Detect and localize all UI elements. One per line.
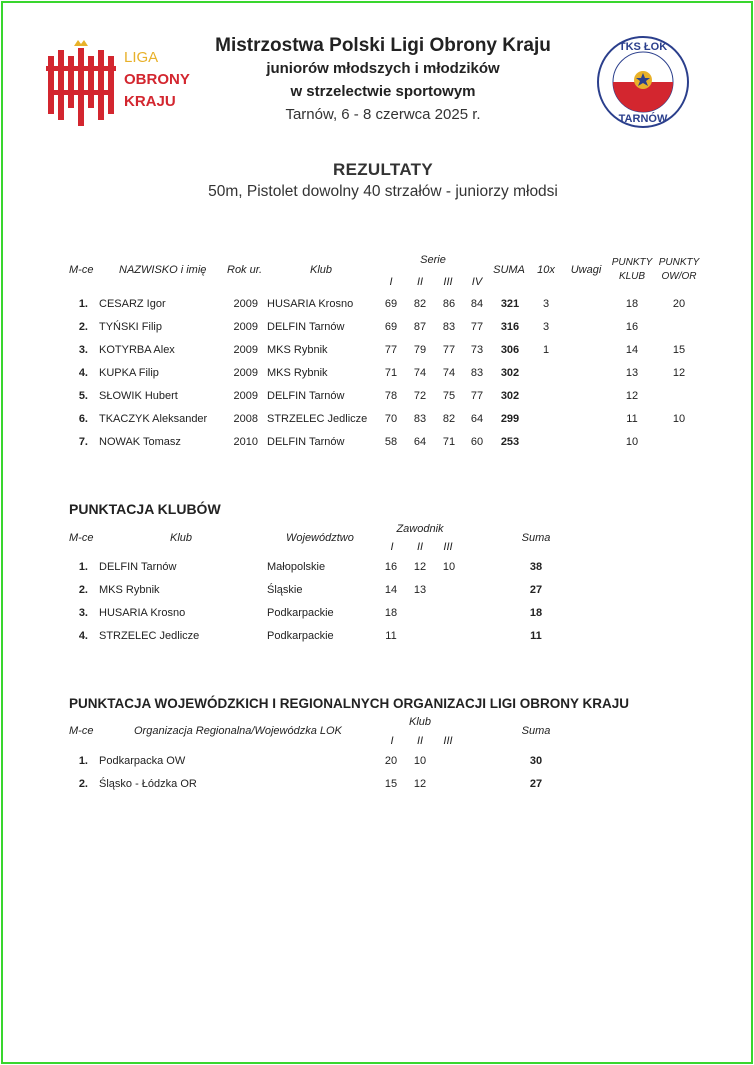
athlete-name: SŁOWIK Hubert xyxy=(99,390,178,402)
orgs-header-suma: Suma xyxy=(521,725,551,737)
athlete-2-points: 12 xyxy=(413,561,427,573)
serie-2: 87 xyxy=(413,321,427,333)
club-name: MKS Rybnik xyxy=(99,584,160,596)
logo-tks-lok-text: TKS ŁOK xyxy=(618,41,668,53)
club-name: DELFIN Tarnów xyxy=(267,321,345,333)
clubs-header-zawodnik: Zawodnik xyxy=(396,523,444,535)
club-1-points: 20 xyxy=(384,755,398,767)
header-name: NAZWISKO i imię xyxy=(119,264,207,276)
liga-obrony-kraju-logo xyxy=(44,38,194,128)
header-serie-1: I xyxy=(389,276,393,288)
header-year: Rok ur. xyxy=(227,264,263,276)
serie-2: 64 xyxy=(413,436,427,448)
serie-3: 74 xyxy=(442,367,456,379)
rank: 1. xyxy=(78,561,88,573)
header-uwagi: Uwagi xyxy=(570,264,602,276)
total-score: 321 xyxy=(500,298,520,310)
serie-4: 77 xyxy=(470,390,484,402)
header-punkty-klub-2: KLUB xyxy=(618,271,646,282)
club-name: HUSARIA Krosno xyxy=(99,607,186,619)
athlete-3-points: 10 xyxy=(442,561,456,573)
orgs-header-k1: I xyxy=(390,735,394,747)
serie-1: 70 xyxy=(384,413,398,425)
header-10x: 10x xyxy=(537,264,555,276)
org-name: Podkarpacka OW xyxy=(99,755,186,767)
serie-1: 71 xyxy=(384,367,398,379)
serie-4: 84 xyxy=(470,298,484,310)
athlete-1-points: 18 xyxy=(384,607,398,619)
logo-tarnow-text: TARNÓW xyxy=(618,113,668,125)
club-points: 13 xyxy=(625,367,639,379)
orgs-header-org: Organizacja Regionalna/Wojewódzka LOK xyxy=(134,725,342,737)
serie-3: 71 xyxy=(442,436,456,448)
orgs-header-klub: Klub xyxy=(408,716,432,728)
serie-4: 77 xyxy=(470,321,484,333)
championship-subtitle-1: juniorów młodszych i młodzików xyxy=(266,60,500,77)
club-points: 12 xyxy=(625,390,639,402)
athlete-1-points: 11 xyxy=(385,630,397,642)
birth-year: 2010 xyxy=(233,436,258,448)
serie-3: 86 xyxy=(442,298,456,310)
orgs-header-mce: M-ce xyxy=(69,725,94,737)
club-name: STRZELEC Jedlicze xyxy=(267,413,368,425)
athlete-name: TYŃSKI Filip xyxy=(99,321,162,333)
club-name: MKS Rybnik xyxy=(267,344,328,356)
header-serie-3: III xyxy=(443,276,453,288)
serie-4: 64 xyxy=(470,413,484,425)
rank: 3. xyxy=(78,344,88,356)
header-serie-4: IV xyxy=(471,276,483,288)
rank: 3. xyxy=(78,607,88,619)
serie-1: 78 xyxy=(384,390,398,402)
header-serie-2: II xyxy=(416,276,424,288)
club-points: 16 xyxy=(625,321,639,333)
event-name: 50m, Pistolet dowolny 40 strzałów - juniorzy młodsi xyxy=(208,183,558,200)
clubs-header-z2: II xyxy=(416,541,424,553)
club-points: 10 xyxy=(625,436,639,448)
region-points: 15 xyxy=(672,344,686,356)
club-points: 14 xyxy=(625,344,639,356)
header-club: Klub xyxy=(310,264,333,276)
rank: 1. xyxy=(78,298,88,310)
serie-3: 75 xyxy=(442,390,456,402)
header-punkty-owor-2: OW/OR xyxy=(661,271,697,282)
birth-year: 2009 xyxy=(233,367,258,379)
region-name: Podkarpackie xyxy=(267,607,334,619)
birth-year: 2009 xyxy=(233,321,258,333)
region-points: 10 xyxy=(672,413,686,425)
rank: 2. xyxy=(78,321,88,333)
birth-year: 2008 xyxy=(233,413,258,425)
region-name: Podkarpackie xyxy=(267,630,334,642)
rank: 1. xyxy=(78,755,88,767)
club-total: 38 xyxy=(529,561,543,573)
clubs-header-club: Klub xyxy=(170,532,193,544)
serie-2: 82 xyxy=(413,298,427,310)
championship-title: Mistrzostwa Polski Ligi Obrony Kraju xyxy=(215,35,551,56)
club-name: MKS Rybnik xyxy=(267,367,328,379)
region-name: Śląskie xyxy=(267,584,303,596)
clubs-header-suma: Suma xyxy=(521,532,551,544)
championship-subtitle-2: w strzelectwie sportowym xyxy=(290,83,476,100)
rank: 5. xyxy=(78,390,88,402)
total-score: 299 xyxy=(500,413,520,425)
serie-2: 74 xyxy=(413,367,427,379)
rank: 6. xyxy=(78,413,88,425)
athlete-1-points: 16 xyxy=(384,561,398,573)
header-mce: M-ce xyxy=(69,264,94,276)
region-name: Małopolskie xyxy=(267,561,326,573)
clubs-header-mce: M-ce xyxy=(69,532,94,544)
club-2-points: 12 xyxy=(413,778,427,790)
region-points: 12 xyxy=(672,367,686,379)
rank: 4. xyxy=(78,630,88,642)
org-name: Śląsko - Łódzka OR xyxy=(99,778,197,790)
header-punkty-owor-1: PUNKTY xyxy=(658,257,700,268)
clubs-header-z1: I xyxy=(390,541,394,553)
serie-2: 72 xyxy=(413,390,427,402)
birth-year: 2009 xyxy=(233,344,258,356)
orgs-header-k3: III xyxy=(443,735,453,747)
orgs-heading: PUNKTACJA WOJEWÓDZKICH I REGIONALNYCH ORGANIZACJI LIGI OBRONY KRAJU xyxy=(69,696,630,711)
org-total: 30 xyxy=(529,755,543,767)
club-total: 11 xyxy=(530,630,542,642)
header-suma: SUMA xyxy=(493,264,525,276)
serie-3: 83 xyxy=(442,321,456,333)
event-date: Tarnów, 6 - 8 czerwca 2025 r. xyxy=(285,106,481,123)
serie-4: 83 xyxy=(470,367,484,379)
x10-count: 1 xyxy=(542,344,550,356)
club-name: DELFIN Tarnów xyxy=(267,436,345,448)
club-points: 18 xyxy=(625,298,639,310)
serie-3: 77 xyxy=(442,344,456,356)
club-2-points: 10 xyxy=(413,755,427,767)
total-score: 302 xyxy=(500,390,520,402)
rank: 7. xyxy=(78,436,88,448)
club-name: STRZELEC Jedlicze xyxy=(99,630,200,642)
club-total: 27 xyxy=(529,584,543,596)
club-name: DELFIN Tarnów xyxy=(267,390,345,402)
rank: 2. xyxy=(78,778,88,790)
clubs-heading: PUNKTACJA KLUBÓW xyxy=(69,501,221,517)
clubs-header-region: Województwo xyxy=(286,532,354,544)
club-name: HUSARIA Krosno xyxy=(267,298,354,310)
serie-2: 83 xyxy=(413,413,427,425)
logo-obrony-text: OBRONY xyxy=(124,71,190,88)
birth-year: 2009 xyxy=(233,390,258,402)
total-score: 306 xyxy=(500,344,520,356)
athlete-name: TKACZYK Aleksander xyxy=(99,413,208,425)
serie-1: 69 xyxy=(384,321,398,333)
birth-year: 2009 xyxy=(233,298,258,310)
clubs-header-z3: III xyxy=(443,541,453,553)
athlete-name: NOWAK Tomasz xyxy=(99,436,181,448)
header-punkty-klub-1: PUNKTY xyxy=(611,257,653,268)
total-score: 316 xyxy=(500,321,520,333)
athlete-name: KUPKA Filip xyxy=(99,367,159,379)
club-total: 18 xyxy=(529,607,543,619)
serie-3: 82 xyxy=(442,413,456,425)
athlete-2-points: 13 xyxy=(413,584,427,596)
rank: 2. xyxy=(78,584,88,596)
header-serie: Serie xyxy=(420,254,446,266)
serie-4: 60 xyxy=(470,436,484,448)
orgs-header-k2: II xyxy=(416,735,424,747)
region-points: 20 xyxy=(672,298,686,310)
club-name: DELFIN Tarnów xyxy=(99,561,177,573)
org-total: 27 xyxy=(529,778,543,790)
rank: 4. xyxy=(78,367,88,379)
x10-count: 3 xyxy=(542,321,550,333)
logo-liga-text: LIGA xyxy=(124,49,159,66)
serie-1: 69 xyxy=(384,298,398,310)
serie-4: 73 xyxy=(470,344,484,356)
total-score: 302 xyxy=(500,367,520,379)
x10-count: 3 xyxy=(542,298,550,310)
club-points: 11 xyxy=(626,413,638,425)
serie-1: 77 xyxy=(384,344,398,356)
athlete-name: CESARZ Igor xyxy=(99,298,166,310)
serie-2: 79 xyxy=(413,344,427,356)
logo-kraju-text: KRAJU xyxy=(124,93,176,110)
athlete-name: KOTYRBA Alex xyxy=(99,344,175,356)
serie-1: 58 xyxy=(384,436,398,448)
eagle-emblem-icon xyxy=(44,38,126,126)
athlete-1-points: 14 xyxy=(384,584,398,596)
results-heading: REZULTATY xyxy=(333,160,433,179)
club-1-points: 15 xyxy=(384,778,398,790)
total-score: 253 xyxy=(500,436,520,448)
tks-lok-tarnow-logo xyxy=(594,34,692,130)
